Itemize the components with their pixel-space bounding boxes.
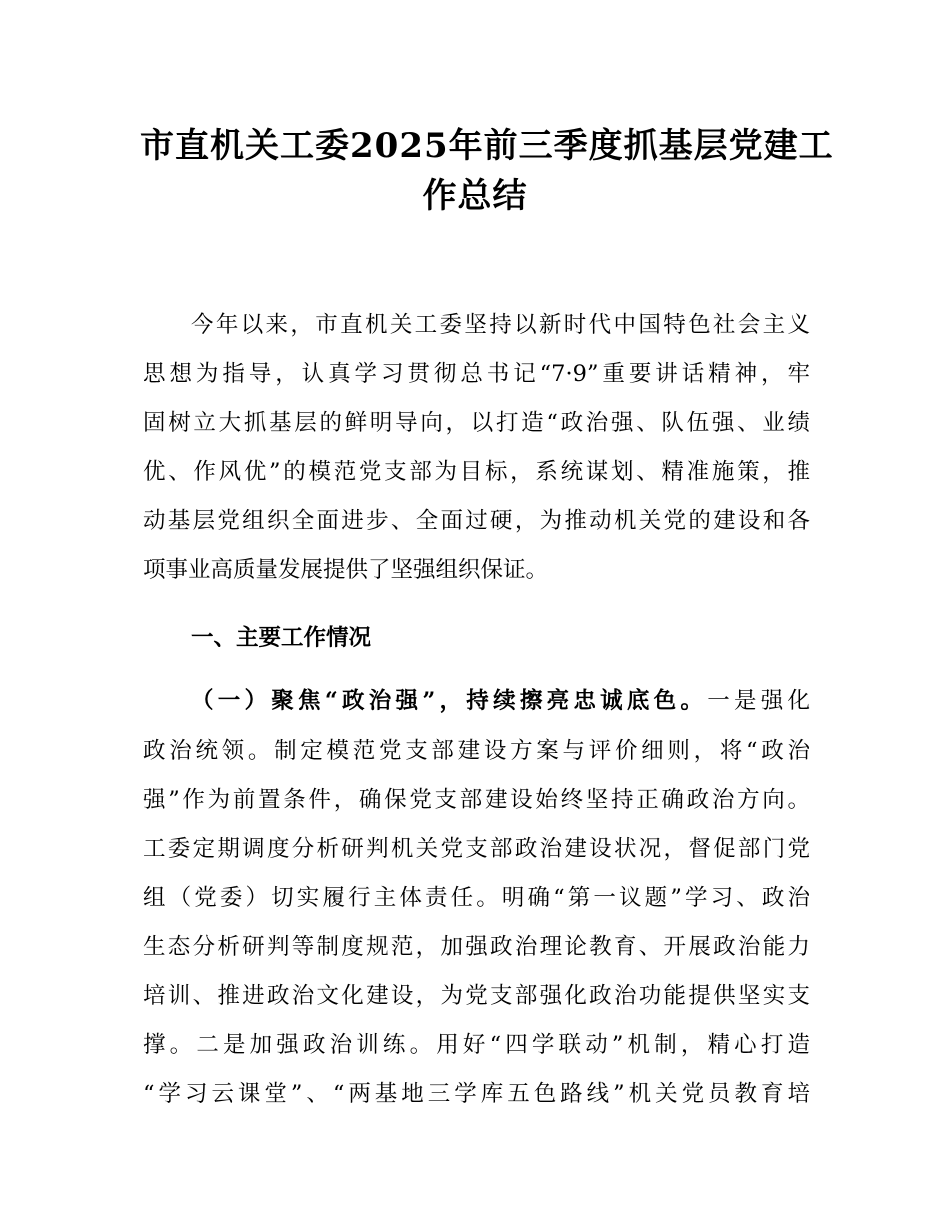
intro-paragraph-line: 项事业高质量发展提供了坚强组织保证。	[143, 557, 549, 583]
body-paragraph-line: 组（党委）切实履行主体责任。明确“第一议题”学习、政治	[143, 885, 810, 911]
body-paragraph-line: “学习云课堂”、“两基地三学库五色路线”机关党员教育培	[143, 1081, 810, 1107]
intro-paragraph-line: 今年以来，市直机关工委坚持以新时代中国特色社会主义	[191, 312, 810, 338]
body-paragraph-line: 强”作为前置条件，确保党支部建设始终坚持正确政治方向。	[143, 787, 810, 813]
body-paragraph-line: 培训、推进政治文化建设，为党支部强化政治功能提供坚实支	[143, 983, 810, 1009]
intro-paragraph-line: 动基层党组织全面进步、全面过硬，为推动机关党的建设和各	[143, 508, 810, 534]
document-title-line-1: 市直机关工委2025年前三季度抓基层党建工	[140, 126, 834, 166]
intro-paragraph-line: 固树立大抓基层的鲜明导向，以打造“政治强、队伍强、业绩	[143, 410, 810, 436]
intro-paragraph-line: 思想为指导，认真学习贯彻总书记“7·9”重要讲话精神，牢	[143, 361, 810, 387]
document-title-line-2: 作总结	[422, 176, 528, 216]
body-paragraph-line: 生态分析研判等制度规范，加强政治理论教育、开展政治能力	[143, 934, 810, 960]
subsection-first-line	[191, 686, 810, 716]
subsection-first-line-tail: 一是强化	[707, 688, 810, 714]
body-paragraph-line: 撑。二是加强政治训练。用好“四学联动”机制，精心打造	[143, 1032, 810, 1058]
body-paragraph-line: 工委定期调度分析研判机关党支部政治建设状况，督促部门党	[143, 836, 810, 862]
intro-paragraph-line: 优、作风优”的模范党支部为目标，系统谋划、精准施策，推	[143, 459, 810, 485]
section-heading: 一、主要工作情况	[191, 625, 372, 651]
subsection-heading: （一）聚焦“政治强”，持续擦亮忠诚底色。	[191, 688, 708, 714]
body-paragraph-line: 政治统领。制定模范党支部建设方案与评价细则，将“政治	[143, 738, 810, 764]
